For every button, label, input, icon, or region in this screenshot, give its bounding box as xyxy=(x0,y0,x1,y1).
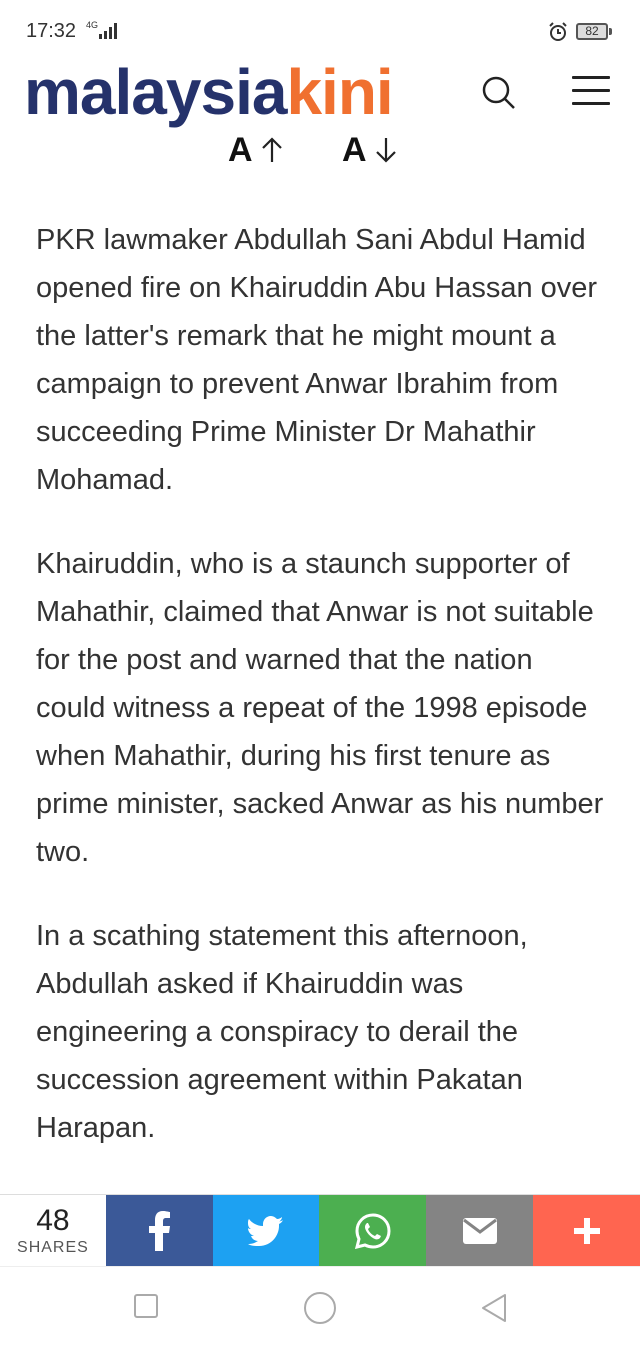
font-decrease-button[interactable] xyxy=(342,128,397,172)
font-decrease-label: A xyxy=(342,130,367,169)
share-bar xyxy=(0,1194,640,1267)
home-icon[interactable] xyxy=(303,1291,337,1325)
battery-indicator: 82 xyxy=(576,23,608,40)
alarm-icon xyxy=(548,22,568,42)
plus-icon xyxy=(574,1218,600,1244)
status-time: 17:32 xyxy=(26,20,77,42)
menu-line xyxy=(572,89,610,92)
arrow-down-icon xyxy=(375,136,397,164)
twitter-icon xyxy=(248,1216,284,1246)
menu-line xyxy=(572,76,610,79)
status-bar xyxy=(0,0,640,60)
share-count-label: SHARES xyxy=(17,1239,89,1256)
hamburger-menu-icon[interactable] xyxy=(572,76,610,108)
font-increase-button[interactable] xyxy=(228,128,283,172)
battery-tip xyxy=(609,28,612,35)
twitter-share-button[interactable] xyxy=(213,1195,320,1267)
font-increase-label: A xyxy=(228,130,253,169)
more-share-button[interactable] xyxy=(533,1195,640,1267)
article-paragraph: In a scathing statement this afternoon, Abdullah asked if Khairuddin was engineering a conspiracy to derail the succession agreement within Pakatan Harapan. xyxy=(36,920,528,1144)
email-icon xyxy=(463,1218,497,1244)
system-navigation-bar xyxy=(0,1266,640,1352)
logo-part-kini: kini xyxy=(286,56,393,128)
article-paragraph: PKR lawmaker Abdullah Sani Abdul Hamid opened fire on Khairuddin Abu Hassan over the latter's remark that he might mount a campaign to prevent Anwar Ibrahim from succeeding Prime Minister Dr Mahathir Mohamad. xyxy=(36,224,598,496)
menu-line xyxy=(572,102,610,105)
share-count-number: 48 xyxy=(36,1204,70,1237)
recent-apps-icon[interactable] xyxy=(133,1293,159,1319)
email-share-button[interactable] xyxy=(426,1195,533,1267)
signal-icon xyxy=(99,23,119,39)
network-type: 4G xyxy=(86,20,99,30)
arrow-up-icon xyxy=(261,136,283,164)
whatsapp-icon xyxy=(355,1213,391,1249)
logo-part-malaysia: malaysia xyxy=(24,56,287,128)
article-paragraph: Khairuddin, who is a staunch supporter of Mahathir, claimed that Anwar is not suitable for the post and warned that the nation could witness a repeat of the 1998 episode when Mahathir, during his first tenure as prime minister, sacked Anwar as his number two. xyxy=(36,548,604,868)
malaysiakini-logo[interactable] xyxy=(24,52,393,132)
whatsapp-share-button[interactable] xyxy=(319,1195,426,1267)
share-count xyxy=(0,1195,106,1267)
facebook-share-button[interactable] xyxy=(106,1195,213,1267)
search-icon[interactable] xyxy=(478,72,518,112)
back-icon[interactable] xyxy=(480,1293,508,1323)
facebook-icon xyxy=(147,1211,171,1251)
article-body xyxy=(36,216,606,1188)
